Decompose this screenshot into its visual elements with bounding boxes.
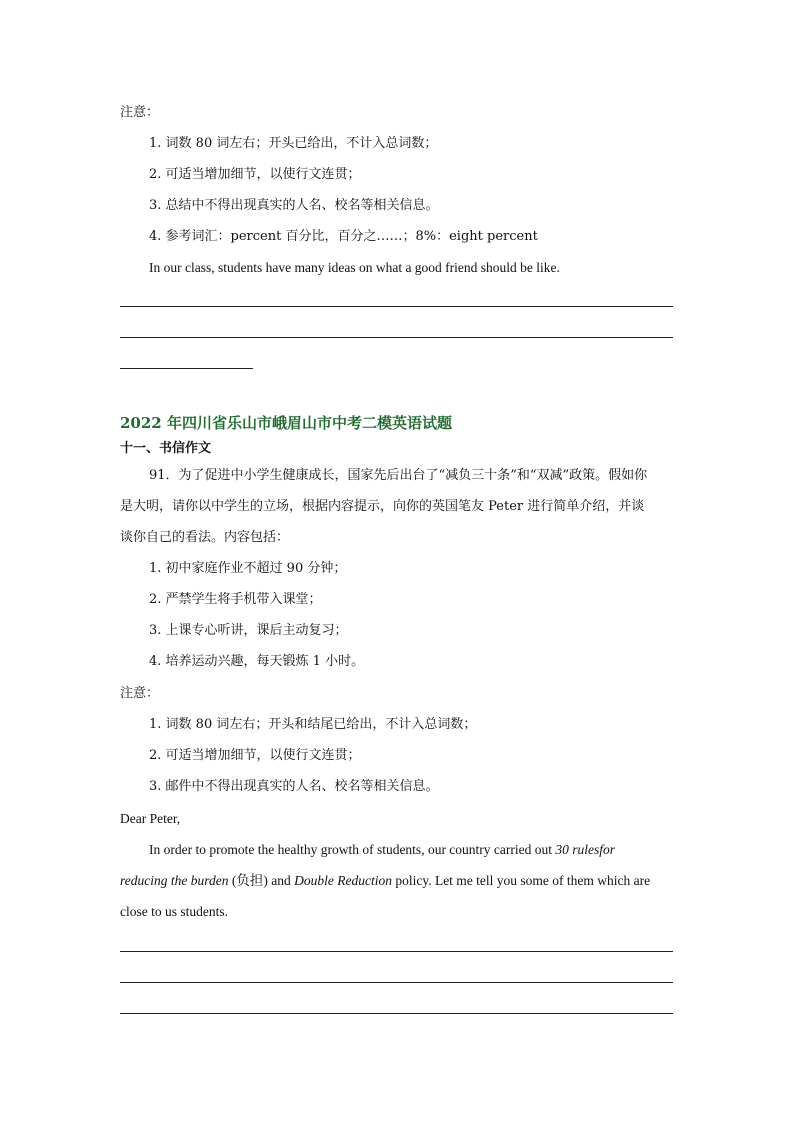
prompt-line-1: 91．为了促进中小学生健康成长，国家先后出台了“减负三十条”和“双减”政策。假如你: [149, 468, 648, 483]
letter-line-2: [120, 873, 650, 889]
exam-title: 2022 年四川省乐山市峨眉山市中考二模英语试题: [120, 414, 452, 432]
letter-line-1: [149, 842, 615, 858]
section-heading: 十一、书信作文: [120, 441, 212, 456]
prompt-line-3: 谈你自己的看法。内容包括：: [120, 530, 290, 545]
content-item-1: 1. 初中家庭作业不超过 90 分钟；: [149, 561, 347, 576]
letter-text: In order to promote the healthy growth of students, our country carried out: [149, 842, 556, 857]
content-item-2: 2. 严禁学生将手机带入课堂；: [149, 592, 322, 607]
notice-label-2: 注意：: [120, 686, 160, 701]
letter-line-3: close to us students.: [120, 904, 228, 919]
letter-text: policy. Let me tell you some of them which are: [391, 873, 651, 888]
notice2-item-2: 2. 可适当增加细节，以使行文连贯；: [149, 748, 361, 763]
answer-line: [120, 982, 673, 983]
answer-line: [120, 337, 673, 338]
notice-item-2: 2. 可适当增加细节，以使行文连贯；: [149, 167, 361, 182]
answer-line: [120, 306, 673, 307]
letter-text: (负担) and: [228, 873, 295, 888]
content-item-4: 4. 培养运动兴趣，每天锻炼 1 小时。: [149, 654, 365, 669]
notice-item-1: 1. 词数 80 词左右；开头已给出，不计入总词数；: [149, 136, 438, 151]
notice2-item-1: 1. 词数 80 词左右；开头和结尾已给出，不计入总词数；: [149, 717, 477, 732]
essay-opening: In our class, students have many ideas on what a good friend should be like.: [149, 260, 560, 275]
letter-salutation: Dear Peter,: [120, 811, 181, 826]
answer-line: [120, 1013, 673, 1014]
notice-item-4: 4. 参考词汇：percent 百分比，百分之……；8%：eight percent: [149, 229, 538, 244]
prompt-line-2: 是大明，请你以中学生的立场，根据内容提示，向你的英国笔友 Peter 进行简单介绍，并谈: [120, 499, 645, 514]
notice-item-3: 3. 总结中不得出现真实的人名、校名等相关信息。: [149, 198, 439, 213]
notice2-item-3: 3. 邮件中不得出现真实的人名、校名等相关信息。: [149, 779, 439, 794]
letter-italic: 30 rulesfor: [555, 842, 616, 857]
letter-italic: Double Reduction: [294, 873, 392, 888]
letter-italic: reducing the burden: [120, 873, 229, 888]
content-item-3: 3. 上课专心听讲，课后主动复习；: [149, 623, 348, 638]
answer-line: [120, 951, 673, 952]
notice-label: 注意：: [120, 105, 160, 120]
answer-line-short: [120, 368, 253, 369]
